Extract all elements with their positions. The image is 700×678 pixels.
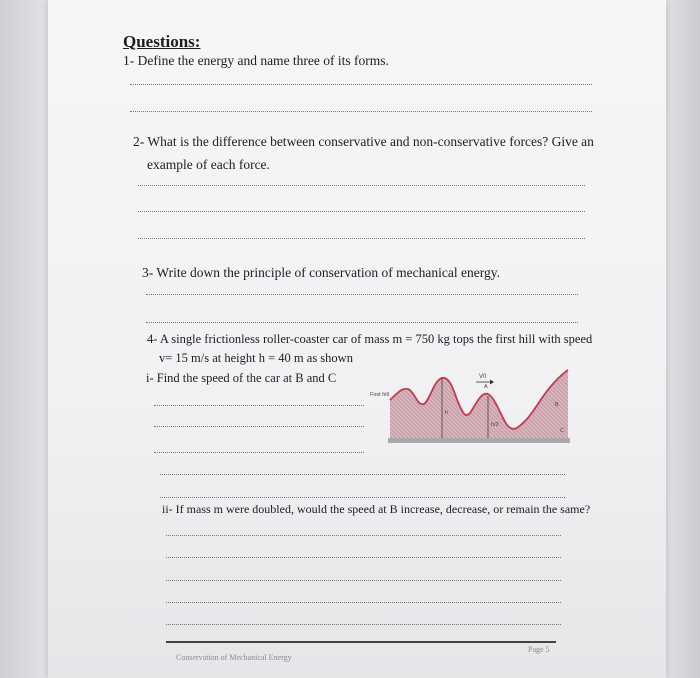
footer-rule bbox=[166, 641, 556, 643]
track-fill bbox=[390, 370, 568, 438]
worksheet-page bbox=[48, 0, 666, 678]
answer-line bbox=[154, 426, 364, 427]
question-4-part-ii: ii- If mass m were doubled, would the speed at B increase, decrease, or remain the same? bbox=[162, 502, 591, 516]
question-1: 1- Define the energy and name three of its forms. bbox=[123, 53, 389, 68]
answer-line bbox=[130, 111, 592, 112]
question-2-continued: example of each force. bbox=[147, 157, 270, 172]
roller-coaster-diagram bbox=[368, 362, 574, 446]
answer-line bbox=[130, 84, 592, 85]
question-4: 4- A single frictionless roller-coaster car of mass m = 750 kg tops the first hill with speed bbox=[147, 332, 593, 346]
answer-line bbox=[146, 322, 578, 323]
point-a-label: A bbox=[484, 384, 488, 390]
answer-line bbox=[154, 452, 364, 453]
answer-line bbox=[160, 497, 565, 498]
questions-heading: Questions: bbox=[123, 32, 201, 51]
answer-line bbox=[138, 185, 585, 186]
height-label: h bbox=[445, 410, 449, 416]
answer-line bbox=[154, 405, 364, 406]
answer-line bbox=[138, 211, 585, 212]
point-b-label: B bbox=[555, 402, 559, 408]
answer-line bbox=[138, 238, 585, 239]
question-4-part-i: i- Find the speed of the car at B and C bbox=[146, 371, 337, 385]
half-height-label: h/2 bbox=[491, 422, 499, 428]
answer-line bbox=[146, 294, 578, 295]
question-3: 3- Write down the principle of conservation of mechanical energy. bbox=[142, 265, 500, 280]
velocity-arrowhead bbox=[490, 380, 494, 385]
footer-title: Conservation of Mechanical Energy bbox=[176, 653, 292, 662]
answer-line bbox=[166, 624, 561, 625]
ground-strip bbox=[388, 438, 570, 443]
question-4-continued: v= 15 m/s at height h = 40 m as shown bbox=[159, 351, 353, 365]
page-number: Page 5 bbox=[528, 645, 550, 654]
v0-label: V0 bbox=[479, 374, 487, 380]
first-hill-label: First hill bbox=[370, 392, 389, 398]
answer-line bbox=[166, 580, 561, 581]
answer-line bbox=[160, 474, 565, 475]
answer-line bbox=[166, 602, 561, 603]
point-c-label: C bbox=[560, 428, 564, 434]
answer-line bbox=[166, 535, 561, 536]
question-2: 2- What is the difference between conservative and non-conservative forces? Give an bbox=[133, 134, 594, 149]
answer-line bbox=[166, 557, 561, 558]
